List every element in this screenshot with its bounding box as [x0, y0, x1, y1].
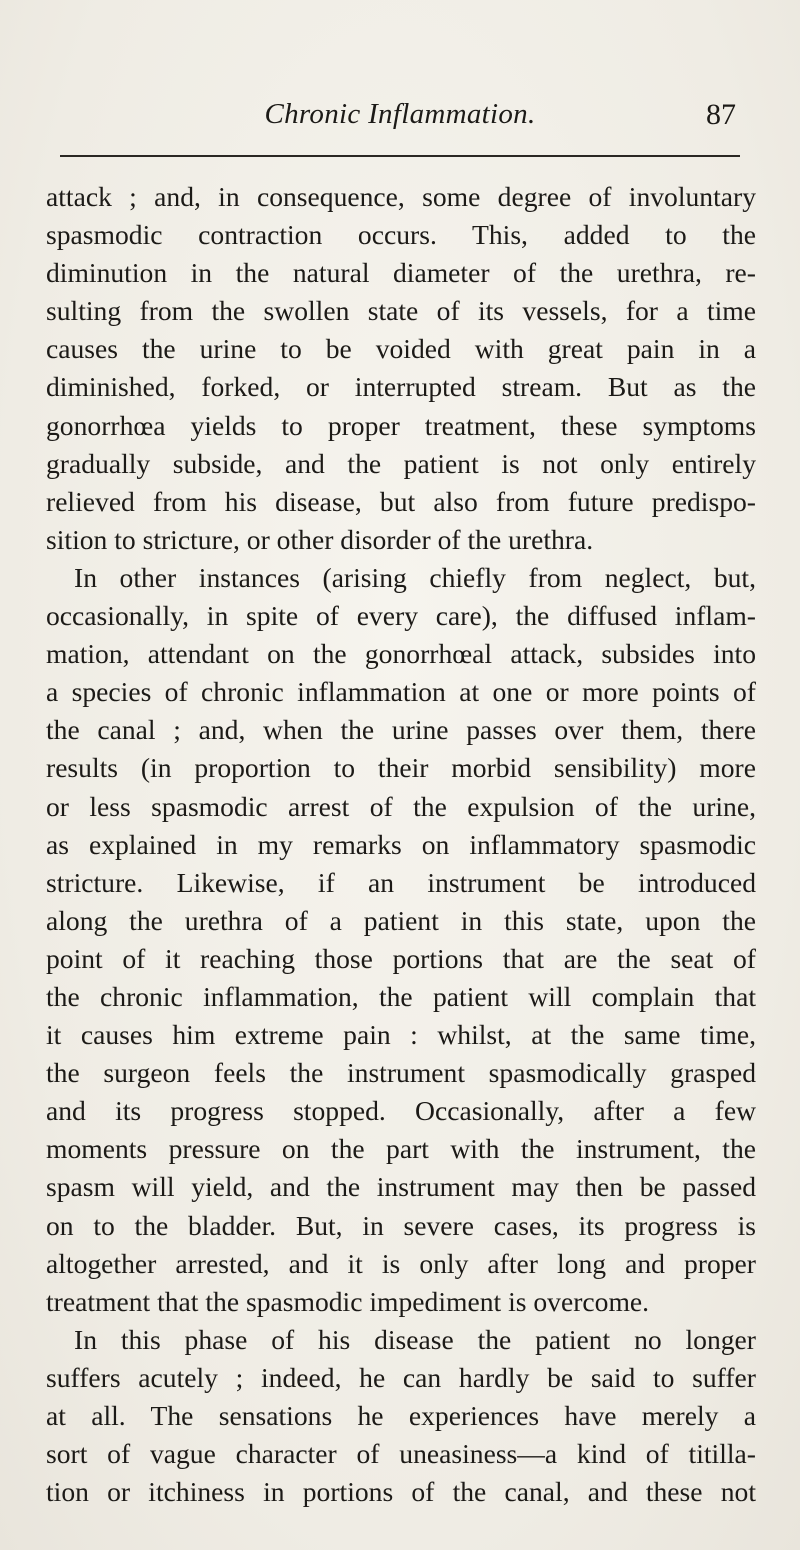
text-line: the chronic inflammation, the patient will complain that: [46, 980, 756, 1012]
text-line: altogether arrested, and it is only after long and proper: [46, 1247, 756, 1279]
text-line: point of it reaching those portions that are the seat of: [46, 942, 756, 974]
text-line: along the urethra of a patient in this state, upon the: [46, 904, 756, 936]
header-rule: [60, 155, 740, 157]
text-line: at all. The sensations he experiences have merely a: [46, 1400, 756, 1431]
text-line: sition to stricture, or other disorder of the urethra.: [46, 523, 594, 555]
text-line: relieved from his disease, but also from future predispo-: [46, 485, 756, 517]
text-line: attack ; and, in consequence, some degree of involuntary: [46, 181, 756, 212]
text-line: gradually subside, and the patient is not only entirely: [46, 447, 756, 479]
text-line: mation, attendant on the gonorrhœal attack, subsides into: [46, 638, 756, 670]
text-line: spasm will yield, and the instrument may then be passed: [46, 1171, 756, 1203]
page-number: 87: [706, 98, 736, 131]
text-line: gonorrhœa yields to proper treatment, these symptoms: [46, 409, 756, 441]
text-line: or less spasmodic arrest of the expulsion of the urine,: [46, 790, 756, 822]
text-line: and its progress stopped. Occasionally, after a few: [46, 1095, 756, 1127]
text-line: moments pressure on the part with the instrument, the: [46, 1133, 756, 1165]
body-text: [46, 178, 756, 1511]
text-line: causes the urine to be voided with great pain in a: [46, 333, 756, 365]
text-line: sulting from the swollen state of its vessels, for a time: [46, 295, 756, 327]
text-line: suffers acutely ; indeed, he can hardly be said to suffer: [46, 1361, 756, 1393]
text-line: In other instances (arising chiefly from neglect, but,: [74, 561, 756, 593]
text-line: results (in proportion to their morbid sensibility) more: [46, 752, 756, 784]
text-line: occasionally, in spite of every care), the diffused inflam-: [46, 600, 756, 632]
text-line: treatment that the spasmodic impediment is overcome.: [46, 1285, 650, 1317]
text-line: a species of chronic inflammation at one or more points of: [46, 676, 756, 708]
text-line: the canal ; and, when the urine passes over them, there: [46, 714, 756, 746]
text-line: sort of vague character of uneasiness—a kind of titilla-: [46, 1438, 756, 1470]
text-line: the surgeon feels the instrument spasmodically grasped: [46, 1057, 756, 1089]
text-line: as explained in my remarks on inflammatory spasmodic: [46, 828, 756, 860]
text-line: diminution in the natural diameter of the urethra, re-: [46, 257, 756, 289]
text-line: In this phase of his disease the patient no longer: [74, 1323, 756, 1355]
running-header: [60, 98, 740, 142]
running-title: Chronic Inflammation.: [264, 98, 536, 130]
text-line: spasmodic contraction occurs. This, added to the: [46, 219, 756, 251]
text-line: on to the bladder. But, in severe cases, its progress is: [46, 1209, 756, 1241]
text-line: it causes him extreme pain : whilst, at the same time,: [46, 1019, 756, 1051]
text-line: tion or itchiness in portions of the canal, and these not: [46, 1476, 756, 1508]
text-line: diminished, forked, or interrupted stream. But as the: [46, 371, 756, 403]
text-line: stricture. Likewise, if an instrument be introduced: [46, 866, 756, 898]
